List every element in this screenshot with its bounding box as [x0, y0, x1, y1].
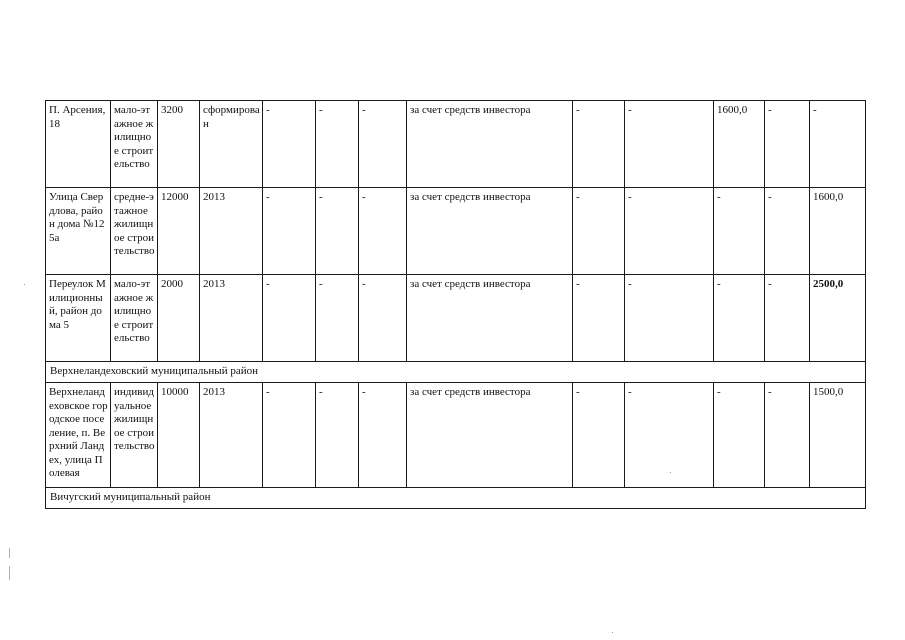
scan-artifact	[9, 548, 10, 558]
scan-artifact	[9, 566, 10, 580]
status-year-cell: 2013	[200, 383, 263, 488]
value-cell: -	[316, 383, 359, 488]
district-section-label: Вичугский муниципальный район	[46, 488, 866, 509]
funding-source-cell: за счет средств инвестора	[407, 188, 573, 275]
value-cell: -	[359, 383, 407, 488]
section-row	[46, 362, 866, 383]
status-year-cell: 2013	[200, 275, 263, 362]
value-cell: -	[625, 383, 714, 488]
construction-type-cell: мало-этажное жилищное строительство	[111, 275, 158, 362]
value-cell: -	[765, 383, 810, 488]
table-row	[46, 188, 866, 275]
area-cell: 10000	[158, 383, 200, 488]
value-cell: -	[359, 101, 407, 188]
value-cell: -	[625, 188, 714, 275]
status-year-cell: сформирован	[200, 101, 263, 188]
value-cell: -	[573, 188, 625, 275]
value-cell: 1600,0	[714, 101, 765, 188]
area-cell: 3200	[158, 101, 200, 188]
value-cell: -	[625, 101, 714, 188]
location-cell: Переулок Милиционный, район дома 5	[46, 275, 111, 362]
area-cell: 12000	[158, 188, 200, 275]
value-cell: -	[316, 275, 359, 362]
value-cell: -	[316, 101, 359, 188]
funding-source-cell: за счет средств инвестора	[407, 383, 573, 488]
district-section-label: Верхнеландеховский муниципальный район	[46, 362, 866, 383]
value-cell: -	[359, 275, 407, 362]
status-year-cell: 2013	[200, 188, 263, 275]
value-cell: -	[316, 188, 359, 275]
value-cell: -	[714, 188, 765, 275]
value-cell: 1600,0	[810, 188, 866, 275]
scan-artifact	[24, 284, 25, 285]
value-cell: -	[714, 383, 765, 488]
value-cell: -	[263, 188, 316, 275]
table-row	[46, 383, 866, 488]
location-cell: П. Арсения, 18	[46, 101, 111, 188]
value-cell: -	[263, 275, 316, 362]
table-row	[46, 275, 866, 362]
value-cell: -	[263, 383, 316, 488]
section-row	[46, 488, 866, 509]
land-plots-table	[45, 100, 866, 509]
value-cell: 1500,0	[810, 383, 866, 488]
location-cell: Улица Свердлова, район дома №125а	[46, 188, 111, 275]
value-cell: -	[573, 275, 625, 362]
table-row	[46, 101, 866, 188]
value-cell: -	[573, 383, 625, 488]
value-cell: -	[359, 188, 407, 275]
value-cell: -	[810, 101, 866, 188]
construction-type-cell: мало-этажное жилищное строительство	[111, 101, 158, 188]
location-cell: Верхнеландеховское городское поселение, п. Верхний Ландех, улица Полевая	[46, 383, 111, 488]
value-cell: -	[625, 275, 714, 362]
value-cell: -	[714, 275, 765, 362]
value-cell: -	[765, 275, 810, 362]
construction-type-cell: индивидуальное жилищное строительство	[111, 383, 158, 488]
scan-artifact	[612, 632, 613, 633]
scan-artifact	[670, 472, 671, 473]
value-cell: -	[573, 101, 625, 188]
area-cell: 2000	[158, 275, 200, 362]
value-cell: 2500,0	[810, 275, 866, 362]
funding-source-cell: за счет средств инвестора	[407, 101, 573, 188]
value-cell: -	[765, 101, 810, 188]
value-cell: -	[765, 188, 810, 275]
value-cell: -	[263, 101, 316, 188]
funding-source-cell: за счет средств инвестора	[407, 275, 573, 362]
construction-type-cell: средне-этажное жилищное строительство	[111, 188, 158, 275]
